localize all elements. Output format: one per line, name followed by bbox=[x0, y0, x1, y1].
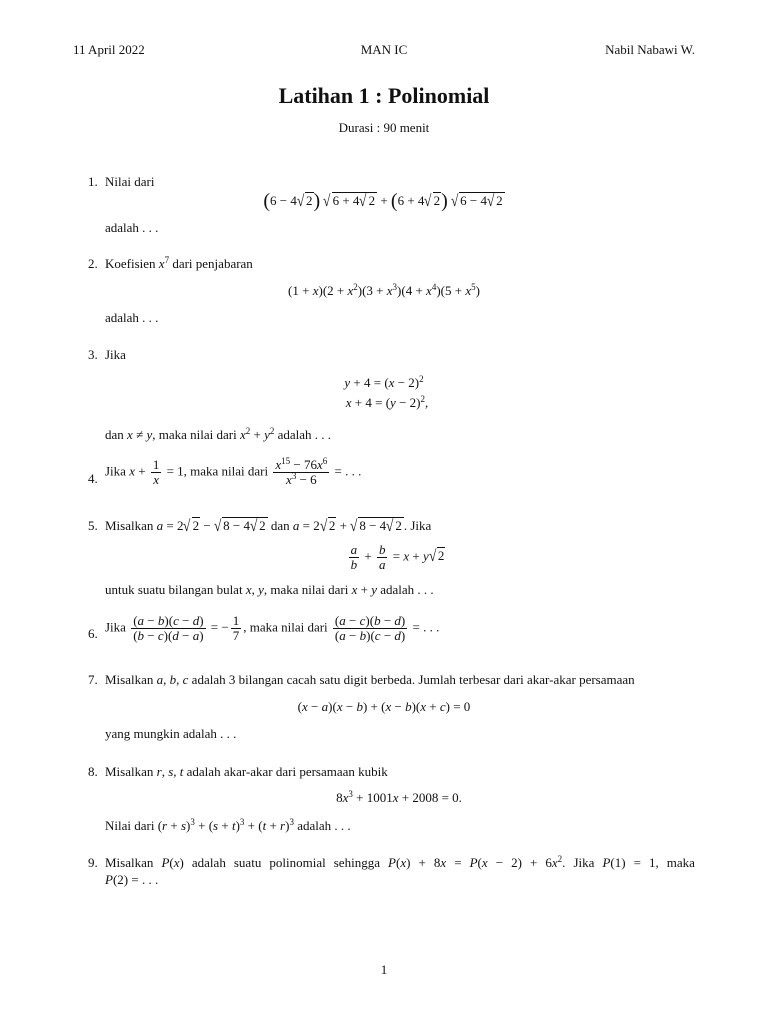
header-institution: MAN IC bbox=[360, 42, 408, 57]
problem-number: 2. bbox=[88, 256, 98, 271]
problem-intro: Koefisien $x^7$ dari penjabaran bbox=[105, 255, 253, 271]
header-author: Nabil Nabawi W. bbox=[605, 42, 695, 57]
problem-number: 8. bbox=[88, 764, 98, 779]
problem-outro: yang mungkin adalah . . . bbox=[105, 726, 237, 741]
problem-text: Jika x + $\frac{1}{x}$ = 1, maka nilai dari $\frac{x^{15} - 76x^6}{x^3 - 6}$ = . . . bbox=[105, 456, 362, 487]
problem-outro: adalah . . . bbox=[105, 220, 159, 235]
page-title: Latihan 1 : Polinomial bbox=[278, 83, 490, 108]
problem-display: $\frac{a}{b}$ + $\frac{b}{a}$ = x + y√ 2 bbox=[350, 542, 445, 572]
problem-display: $(1 + x)(2 + x^2)(3 + x^3)(4 + x^4)(5 + x^5)$ bbox=[288, 282, 480, 298]
page-subtitle: Durasi : 90 menit bbox=[338, 120, 430, 135]
problem-number: 9. bbox=[88, 855, 98, 870]
problem-display: $8x^3 + 1001x + 2008 = 0$. bbox=[336, 789, 462, 805]
problem-text: Jika $\frac{(a - b)(c - d)}{(b - c)(d - a)}$ = − $\frac{1}{7}$ , maka nilai dari $\frac{(a - c)(b - d)}{(a - b)(c - d)}$ = . . . bbox=[105, 613, 440, 643]
problem-number: 5. bbox=[88, 518, 98, 533]
problem-intro: Misalkan a = 2√ 2 − √ 8 − 4√ 2 dan a = 2√ 2 + √ 8 − 4√ 2 . Jika bbox=[105, 516, 432, 535]
problem-intro: Misalkan r, s, t adalah akar-akar dari persamaan kubik bbox=[105, 764, 388, 779]
problem-display: (x − a)(x − b) + (x − b)(x + c) = 0 bbox=[297, 699, 471, 714]
problem-number: 6. bbox=[88, 626, 98, 641]
problem-line-2: P(2) = . . . bbox=[105, 872, 159, 887]
problem-display: (6 − 4√ 2) √ 6 + 4√ 2 + (6 + 4√ 2) √ 6 − 4√ 2 bbox=[263, 190, 503, 212]
problem-number: 1. bbox=[88, 174, 98, 189]
problem-outro: untuk suatu bilangan bulat x, y, maka nilai dari x + y adalah . . . bbox=[105, 582, 434, 597]
problem-number: 3. bbox=[88, 347, 98, 362]
problem-intro: Misalkan a, b, c adalah 3 bilangan cacah satu digit berbeda. Jumlah terbesar dari akar-akar persamaan bbox=[105, 672, 635, 687]
problem-outro: adalah . . . bbox=[105, 310, 159, 325]
problem-number: 4. bbox=[88, 471, 98, 486]
problem-line-1: Misalkan P(x) adalah suatu polinomial sehingga $P(x) + 8x = P(x - 2) + 6x^2$. Jika P(1) = 1, maka bbox=[105, 854, 695, 870]
problem-outro: dan x ≠ y, maka nilai dari $x^2 + y^2$ adalah . . . bbox=[105, 426, 332, 442]
problem-intro: Nilai dari bbox=[105, 174, 155, 189]
problem-display-2: $x + 4 = (y - 2)^2$, bbox=[345, 394, 429, 410]
header-date: 11 April 2022 bbox=[73, 42, 145, 57]
problem-display-1: $y + 4 = (x - 2)^2$ bbox=[344, 374, 424, 390]
problem-number: 7. bbox=[88, 672, 98, 687]
page-number: 1 bbox=[380, 962, 388, 977]
problem-intro: Jika bbox=[105, 347, 126, 362]
problem-outro: Nilai dari $(r + s)^3 + (s + t)^3 + (t + r)^3$ adalah . . . bbox=[105, 817, 351, 833]
